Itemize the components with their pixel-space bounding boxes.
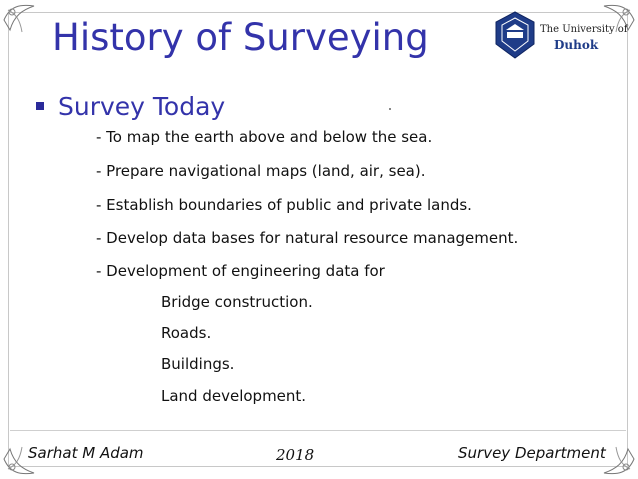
stray-dot (389, 108, 391, 110)
university-logo (494, 10, 628, 62)
footer-year: 2018 (276, 446, 315, 464)
footer-divider (10, 430, 626, 431)
footer-author: Sarhat M Adam (28, 444, 144, 462)
bullet-icon (36, 102, 44, 110)
section-heading: Survey Today (58, 92, 226, 121)
list-item: - Prepare navigational maps (land, air, sea). (96, 162, 426, 180)
logo-text-line1: The University of (540, 24, 628, 35)
list-item: - Development of engineering data for (96, 262, 385, 280)
corner-ornament-icon (0, 0, 40, 40)
list-item: - Develop data bases for natural resource management. (96, 229, 519, 247)
sub-list-item: Bridge construction. (161, 293, 313, 311)
list-item: - To map the earth above and below the sea. (96, 128, 433, 146)
slide-title: History of Surveying (52, 16, 429, 59)
sub-list-item: Land development. (161, 387, 307, 405)
university-seal-icon (494, 10, 536, 60)
sub-list-item: Roads. (161, 324, 212, 342)
footer-department: Survey Department (458, 444, 606, 462)
logo-text-line2: Duhok (554, 38, 599, 52)
list-item: - Establish boundaries of public and private lands. (96, 196, 472, 214)
sub-list-item: Buildings. (161, 355, 235, 373)
